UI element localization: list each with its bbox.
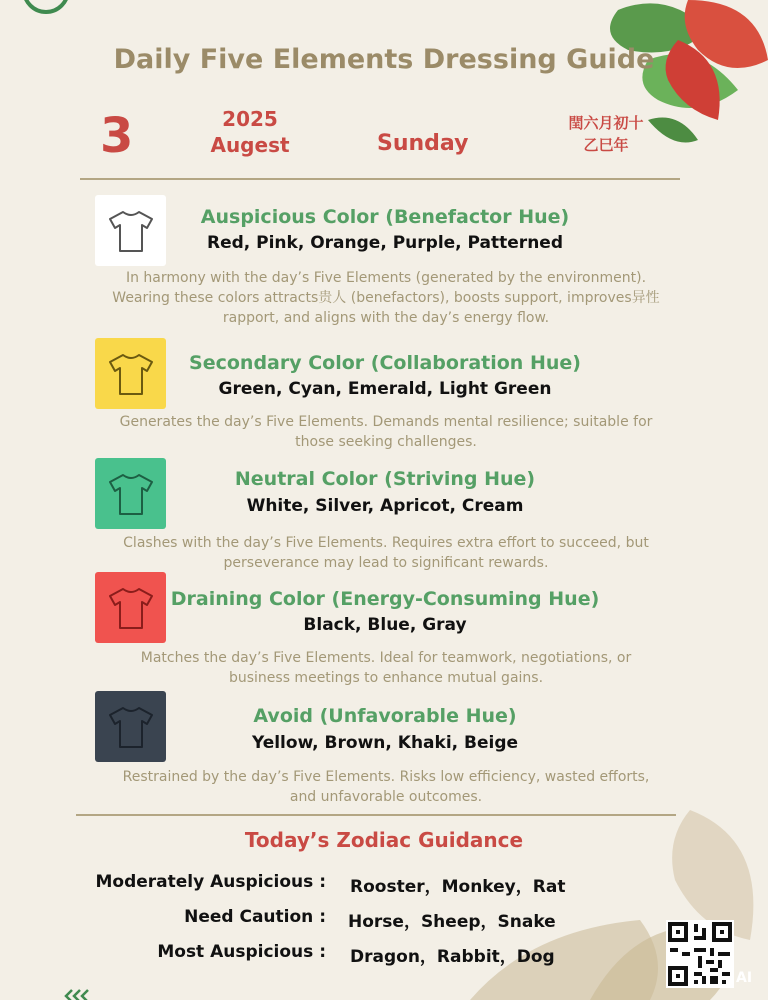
tshirt-icon [108, 209, 154, 253]
desc-line: rapport, and aligns with the day’s energy flow. [222, 310, 550, 326]
desc-line: Generates the day’s Five Elements. Demands mental resilience; suitable for [119, 414, 653, 430]
zodiac-value: Horse，Sheep，Snake [348, 912, 556, 932]
swatch-secondary [95, 338, 166, 409]
desc-line: Restrained by the day’s Five Elements. Risks low efficiency, wasted efforts, [122, 769, 650, 785]
desc-line: Clashes with the day’s Five Elements. Requires extra effort to succeed, but [123, 535, 649, 551]
zodiac-label: Most Auspicious : [157, 942, 326, 962]
heading-auspicious: Auspicious Color (Benefactor Hue) [200, 206, 570, 228]
heading-secondary: Secondary Color (Collaboration Hue) [189, 352, 581, 374]
colors-secondary: Green, Cyan, Emerald, Light Green [218, 379, 552, 399]
desc-neutral [84, 533, 688, 573]
tshirt-icon [108, 586, 154, 630]
month: Augest [210, 133, 290, 157]
heading-avoid: Avoid (Unfavorable Hue) [253, 705, 517, 727]
year: 2025 [222, 107, 278, 131]
chevrons-icon [62, 988, 102, 1000]
colors-neutral: White, Silver, Apricot, Cream [246, 496, 524, 516]
lunar-date: 閏六月初十 [568, 114, 644, 132]
tshirt-icon [108, 352, 154, 396]
zodiac-value: Rooster，Monkey，Rat [350, 877, 566, 897]
desc-line: Wearing these colors attracts贵人 (benefactors), boosts support, improves异性 [112, 290, 660, 306]
desc-auspicious [84, 268, 688, 328]
lunar-date-block [556, 112, 656, 156]
desc-secondary [84, 412, 688, 452]
heading-draining: Draining Color (Energy-Consuming Hue) [170, 588, 600, 610]
swatch-neutral [95, 458, 166, 529]
logo-icon [18, 0, 74, 20]
colors-avoid: Yellow, Brown, Khaki, Beige [251, 733, 519, 753]
desc-line: In harmony with the day’s Five Elements (generated by the environment). [125, 270, 647, 286]
desc-line: business meetings to enhance mutual gains. [228, 670, 544, 686]
desc-line: and unfavorable outcomes. [289, 789, 483, 805]
tshirt-icon [108, 705, 154, 749]
heading-neutral: Neutral Color (Striving Hue) [234, 468, 536, 490]
lunar-year: 乙巳年 [583, 136, 629, 154]
desc-line: Matches the day’s Five Elements. Ideal for teamwork, negotiations, or [140, 650, 632, 666]
day-number: 3 [100, 108, 134, 164]
year-month [210, 106, 290, 158]
weekday: Sunday [377, 131, 469, 156]
page-title: Daily Five Elements Dressing Guide [113, 44, 655, 75]
desc-avoid [84, 767, 688, 807]
swatch-avoid [95, 691, 166, 762]
bottom-divider [76, 814, 676, 816]
zodiac-label: Moderately Auspicious : [95, 872, 326, 892]
zodiac-value: Dragon，Rabbit，Dog [350, 947, 555, 967]
qr-code-icon[interactable] [666, 920, 734, 988]
colors-auspicious: Red, Pink, Orange, Purple, Patterned [206, 233, 563, 253]
ai-badge: AI [736, 970, 753, 986]
swatch-auspicious [95, 195, 166, 266]
desc-line: perseverance may lead to significant rewards. [223, 555, 549, 571]
top-divider [80, 178, 680, 180]
desc-line: those seeking challenges. [295, 434, 477, 450]
zodiac-label: Need Caution : [184, 907, 326, 927]
desc-draining [84, 648, 688, 688]
zodiac-heading: Today’s Zodiac Guidance [244, 828, 524, 852]
tshirt-icon [108, 472, 154, 516]
swatch-draining [95, 572, 166, 643]
colors-draining: Black, Blue, Gray [303, 615, 467, 635]
